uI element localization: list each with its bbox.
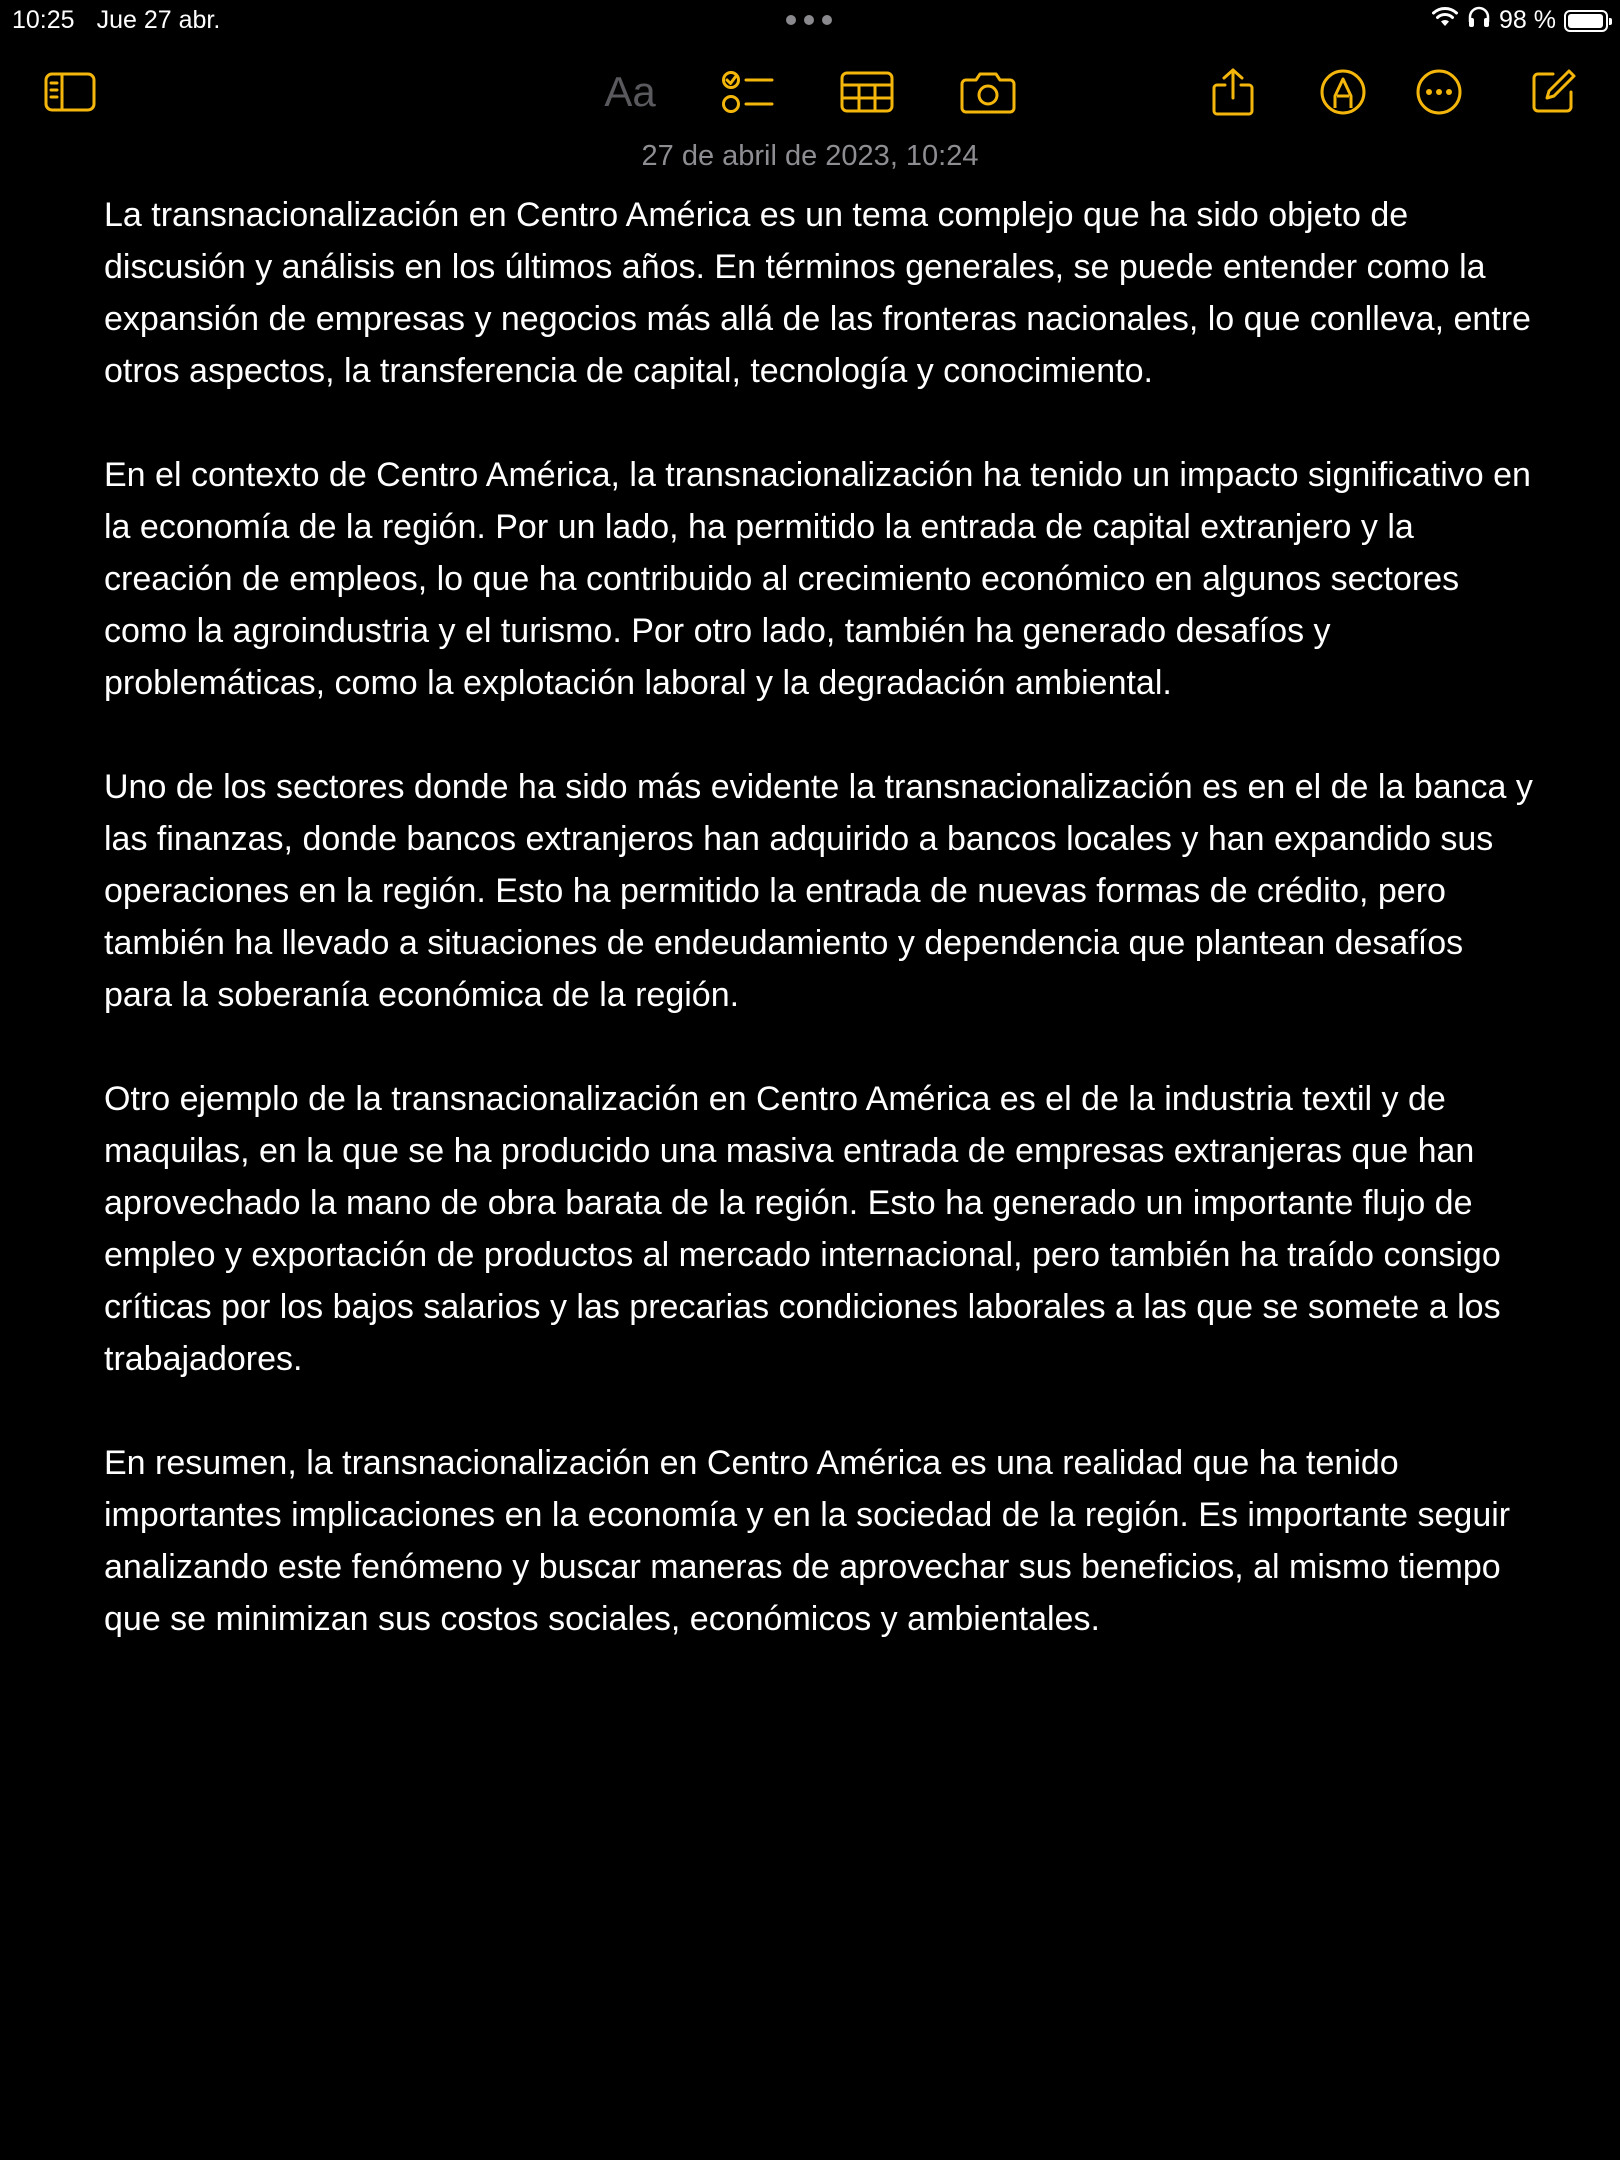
note-body[interactable]: [104, 189, 1534, 1697]
status-time: 10:25: [12, 6, 75, 34]
checklist-button[interactable]: [718, 62, 778, 122]
share-button[interactable]: [1203, 62, 1263, 122]
compose-icon: [1529, 68, 1577, 116]
format-button[interactable]: Aa: [604, 68, 656, 115]
compose-button[interactable]: [1523, 62, 1583, 122]
camera-icon: [960, 70, 1016, 114]
note-paragraph[interactable]: Uno de los sectores donde ha sido más evidente la transnacionalización es en el de la banca y las finanzas, donde bancos extranjeros han adquirido a bancos locales y han expandido sus operaciones en la región. Esto ha permitido la entrada de nuevas formas de crédito, pero también ha llevado a situaciones de endeudamiento y dependencia que plantean desafíos para la soberanía económica de la región.: [104, 768, 1533, 1014]
note-paragraph[interactable]: La transnacionalización en Centro América es un tema complejo que ha sido objeto de discusión y análisis en los últimos años. En términos generales, se puede entender como la expansión de empresas y negocios más allá de las fronteras nacionales, lo que conlleva, entre otros aspectos, la transferencia de capital, tecnología y conocimiento.: [104, 196, 1531, 390]
multitasking-dots-icon[interactable]: [786, 14, 832, 26]
note-paragraph[interactable]: Otro ejemplo de la transnacionalización en Centro América es el de la industria textil y de maquilas, en la que se ha producido una masiva entrada de empresas extranjeras que han aprovechado la mano de obra barata de la región. Esto ha generado un importante flujo de empleo y exportación de productos al mercado internacional, pero también ha traído consigo críticas por los bajos salarios y las precarias condiciones laborales a las que se somete a los trabajadores.: [104, 1080, 1501, 1378]
battery-fill: [1568, 14, 1603, 28]
sidebar-toggle-button[interactable]: [40, 62, 100, 122]
status-right: [1431, 6, 1608, 35]
sidebar-icon: [44, 72, 96, 112]
wifi-icon: [1431, 6, 1459, 35]
note-date: 27 de abril de 2023, 10:24: [641, 140, 979, 172]
checklist-icon: [722, 69, 774, 115]
battery-icon: [1564, 10, 1608, 32]
ellipsis-circle-icon: [1415, 68, 1463, 116]
status-left: [12, 6, 220, 35]
table-button[interactable]: [837, 62, 897, 122]
status-bar: [0, 0, 1620, 40]
table-icon: [840, 71, 894, 113]
pen-circle-icon: [1319, 68, 1367, 116]
more-button[interactable]: [1409, 62, 1469, 122]
markup-button[interactable]: [1313, 62, 1373, 122]
camera-button[interactable]: [958, 62, 1018, 122]
share-icon: [1211, 67, 1255, 117]
headphones-icon: [1467, 6, 1491, 35]
note-paragraph[interactable]: En el contexto de Centro América, la transnacionalización ha tenido un impacto significativo en la economía de la región. Por un lado, ha permitido la entrada de capital extranjero y la creación de empleos, lo que ha contribuido al crecimiento económico en algunos sectores como la agroindustria y el turismo. Por otro lado, también ha generado desafíos y problemáticas, como la explotación laboral y la degradación ambiental.: [104, 456, 1531, 702]
battery-percentage: 98 %: [1499, 6, 1556, 34]
status-date: Jue 27 abr.: [96, 6, 221, 34]
note-paragraph[interactable]: En resumen, la transnacionalización en Centro América es una realidad que ha tenido importantes implicaciones en la economía y en la sociedad de la región. Es importante seguir analizando este fenómeno y buscar maneras de aprovechar sus beneficios, al mismo tiempo que se minimizan sus costos sociales, económicos y ambientales.: [104, 1444, 1511, 1638]
